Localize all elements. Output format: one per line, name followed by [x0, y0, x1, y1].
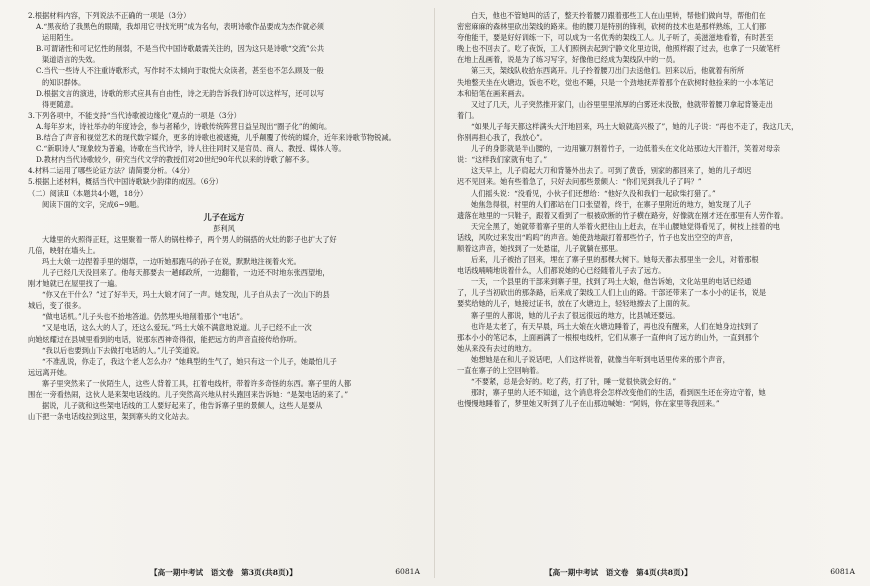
story-author: 彭利风 — [213, 223, 235, 233]
story-line: 寨子里突然来了一伙陌生人，这些人背着工具，扛着电线杆，带着许多奇怪的东西。寨子里的人都 — [42, 378, 352, 388]
story-text — [28, 234, 420, 423]
text-line: 5.根据上述材料，概括当代中国诗歌缺少韵律的成因。（6分） — [28, 177, 223, 187]
story-line: 说：“这样我们家就有电了。” — [457, 155, 548, 165]
text-line: A.“黑夜给了我黑色的眼睛，我却用它寻找光明”成为名句，表明诗歌作品要成为杰作就必须 — [36, 22, 324, 32]
story-line: 话线，风吹过来发出“呜呜”的声音。她使劲地敲打着那些竹子，竹子也发出空空的声音， — [457, 232, 738, 242]
story-line: 城后，变了很多。 — [28, 301, 86, 311]
story-line: 电话线喃喃地说着什么，人们都说她的心已经随着儿子去了远方。 — [457, 266, 666, 276]
text-line: （二）阅读Ⅱ（本题共4小题，18分） — [28, 188, 148, 198]
story-line: “做电话机。”儿子头也不抬地答道。仍然埋头地削着那个“电话”。 — [42, 312, 248, 322]
text-line: D.根据文言的演进，诗歌的形式应具有自由性，诗之无韵告诉我们诗可以这样写，还可以写 — [36, 88, 325, 98]
story-continuation — [457, 10, 853, 409]
text-line: B.结合了声音和视觉艺术的现代数字媒介，更多的诗歌也被遮掩，儿乎颠覆了传统的媒介，近年来诗歌节物锐减。 — [36, 133, 396, 143]
story-line: 了，儿子当初砍出的那条路，后来成了架线工人们上山的路。干部还带来了一本小小的证书，说是 — [457, 288, 767, 298]
text-line: 阅读下面的文字，完成6~9题。 — [42, 199, 144, 209]
story-line: 一天，一个县里的干部来到寨子里，找到了玛土大娘，他告诉她，文化站里的电话已经通 — [471, 277, 752, 287]
story-line: 人们摇头说：“没看见，小伙子们还想给：“他好久没和我们一起砍柴打猎了。” — [471, 188, 716, 198]
story-line: 玛土大娘一边捏着手里的烟草，一边听她那跑马的孙子在说，默默地注视着火光。 — [42, 256, 301, 266]
story-line: “我以后也要到山下去做打电话的人。”儿子笑道说。 — [42, 345, 204, 355]
story-line: 她从来没有去过的地方。 — [457, 343, 537, 353]
story-line: 几倍，映射在墙头上。 — [28, 245, 100, 255]
story-line: 晚上也不回去了。吃了夜饭，工人们照例去起到宁静文化里边说，他照样跟了过去，也拿了一只破笔杆 — [457, 44, 781, 54]
page-divider — [434, 8, 435, 578]
story-line: 你别再担心我了，我放心”。 — [457, 133, 547, 143]
story-line: “不要紧，总是会好的。吃了药，打了针，睡一觉很快就会好的。” — [471, 377, 677, 387]
story-line: 第三天，架线队收拾东西离开。儿子拎着腰刀出门去送他们。回来以后，他就着有所所 — [471, 66, 745, 76]
story-line: 山下把一条电话线拉到这里，架到寨头的文化站去。 — [28, 412, 194, 422]
exam-code: 6081A — [395, 567, 420, 576]
story-line: 刚才她就已在屋里找了一遍。 — [28, 279, 122, 289]
story-line: 密密麻麻的森林里砍出架线的路来。他的腰刀是特别的锋利，砍树的技术也是那样熟练，工人们都 — [457, 22, 767, 32]
story-line: 也慢慢地睡着了，梦里她又听到了儿子在山那边喊她：“阿妈，你在家里等我回来。” — [457, 399, 720, 409]
story-line: 要奖给她的儿子，她接过证书，放在了火塘边上，轻轻地擦去了上面的灰。 — [457, 299, 695, 309]
story-line: 据说，儿子就和这些架电话线的工人要好起来了，他告诉寨子里的景颇人，这些人是要从 — [42, 401, 323, 411]
page-footer-label: 【高一期中考试 语文卷 第3页(共8页)】 — [150, 568, 297, 577]
story-line: 那时，寨子里的人还不知道，这个消息将会怎样改变他们的生活，看到医生还在旁边守着，她 — [471, 388, 766, 398]
text-line: C.“新职诗人”现象较为普遍，诗歌在当代诗学，诗人往往同时又是官员、商人、教授、媒体人等。 — [36, 144, 346, 154]
text-line: B.可谓诸性和可记忆性的削弱，不是当代中国诗歌最需关注的，因为这只是诗歌“交流”公共 — [36, 44, 325, 54]
story-line: 着门。 — [457, 110, 479, 120]
left-page — [28, 10, 420, 555]
story-title: 儿子在远方 — [203, 211, 245, 222]
text-line: A.每年岁末，诗社举办的年度诗会，参与者稀少，诗歌传统阵营日益呈现出“圈子化”的倾向。 — [36, 121, 332, 131]
text-line: 得更随意。 — [42, 99, 78, 109]
story-line: 在地上乱画着，说是为了练习写字，好像他已经成为架线队中的一员。 — [457, 55, 680, 65]
story-line: 远远离开她。 — [28, 367, 72, 377]
question-section — [28, 10, 420, 210]
story-line: 也许是太老了，有天早晨，玛土大娘在火塘边睡着了，再也没有醒来，人们在她身边找到了 — [471, 321, 759, 331]
story-line: 向她炫耀过在县城里看到的电话，说那东西神奇得很，能把远方的声音直接传给你听。 — [28, 334, 302, 344]
story-line: 这天早上，儿子肩起大刀和背篓外出去了。可到了黄昏，别家的都回来了，她的儿子却迟 — [471, 166, 752, 176]
text-line: 的知识群体。 — [42, 77, 86, 87]
left-footer — [150, 567, 420, 578]
story-line: 寨子里的人都说，她的儿子去了很远很远的地方，比县城还要远。 — [471, 310, 680, 320]
story-line: 迟不见回来。她有些着急了，只好去问那些景颇人：“你们见到我儿子了吗？” — [457, 177, 702, 187]
exam-code: 6081A — [830, 567, 855, 576]
story-line: 她想她是在和儿子说话吧，人们这样说着，就像当年听到电话里传来的那个声音， — [471, 354, 730, 364]
story-line: 又过了几天，儿子突然推开家门，山谷里里里浓厚的白雾还未没散，他就带着腰刀拿起背篓走出 — [471, 99, 773, 109]
story-line: 儿子的身影就是半山腰的，一边用镰刀割着竹子，一边低着头在文化站那边大汗着汗，笑着对母亲 — [471, 144, 781, 154]
story-line: 围在一旁看热闹，这伙人是来架电话线的。儿子突然高兴地从村头跑回来告诉她：“是架电话的来了。” — [28, 390, 349, 399]
story-line: “不准乱说，你走了，我这个老人怎么办？”她典型的生气了，她只有这一个儿子，她最怕儿子 — [42, 356, 337, 366]
story-line: 天完全黑了，她就带着寨子里的人举着火把往山上赶去，在半山腰她觉得看见了，树枝上挂着的电 — [471, 221, 781, 231]
story-line: 那本小小的笔记本，上面画满了一根根电线杆，它们从寨子一直伸向了远方的山外，一直到那个 — [457, 332, 759, 342]
story-line: 失地整天坐在火塘边，饭也不吃，觉也不睡，只是一个劲地抚弄着那个在砍树时他捡来的一小本笔记 — [457, 77, 774, 87]
story-line: 后来，儿子被抬了回来，埋在了寨子里的那棵大树下。她每天都去那里坐一会儿，对着那根 — [471, 255, 759, 265]
story-line: 本和铅笔在画来画去。 — [457, 88, 529, 98]
story-line: 白天，他也不管她叫的活了，整天拎着腰刀跟着那些工人在山里转，帮他们做向导，帮他们在 — [471, 11, 766, 20]
text-line: 运用陌生。 — [42, 33, 78, 43]
text-line: 3.下列各项中，不能支持“当代诗歌被边缘化”观点的一项是（3分） — [28, 110, 241, 120]
story-line: 夸他能干，要是好好训练一下，可以成为一名优秀的架线工人。儿子听了，美滋滋地看着，有时甚至 — [457, 33, 774, 43]
story-line: 她焦急得很，村里的人们都站在门口张望着，终于，在寨子里附近的地方，她发现了儿子 — [471, 199, 752, 209]
story-line: 一直在寨子的上空回响着。 — [457, 366, 544, 375]
text-line: 渠道语言的失效。 — [42, 55, 100, 65]
story-line: 遗落在地里的一只鞋子，跟着又看到了一根被砍断的竹子横在路旁，好像就在刚才还在那里有人劳作着。 — [457, 210, 788, 220]
right-page — [457, 10, 853, 555]
story-line: “又是电话，这么大的人了，还这么爱玩。”玛土大娘不满意地说道。儿子已经不止一次 — [42, 323, 312, 333]
story-line: “如果儿子每天都这样满头大汗地回来，玛土大娘就高兴极了”，她的儿子说：“再也不走了，我这几天， — [471, 121, 799, 131]
text-line: D.教材内当代诗歌较少，研究当代文学的教授们对20世纪90年代以来的诗歌了解不多。 — [36, 155, 314, 165]
story-line: 顺着这声音，她找到了一处悬崖，儿子就躺在那里。 — [457, 243, 623, 253]
story-line: 儿子已经几天没回来了。他每天都要去一趟邮政所，一边翻着，一边还不时地东张西望地， — [42, 267, 330, 277]
text-line: C.当代一些诗人不注重诗歌形式，写作时不太倾向于取悦大众读者，甚至也不怎么顾及一般 — [36, 66, 324, 76]
right-footer — [545, 567, 855, 578]
text-line: 2.根据材料内容，下列说法不正确的一项是（3分） — [28, 11, 191, 20]
text-line: 4.材料二运用了哪些论证方法？请简要分析。（4分） — [28, 166, 194, 176]
story-line: “你又在干什么？”过了好半天，玛土大娘才问了一声。她发现，儿子自从去了一次山下的县 — [42, 290, 330, 300]
story-line: 大雄里的火照得正旺，这里聚着一帮人的锅柱棒子，两个男人的锅搭的火灶的影子也扩大了好 — [42, 234, 337, 244]
page-footer-label: 【高一期中考试 语文卷 第4页(共8页)】 — [545, 568, 692, 577]
